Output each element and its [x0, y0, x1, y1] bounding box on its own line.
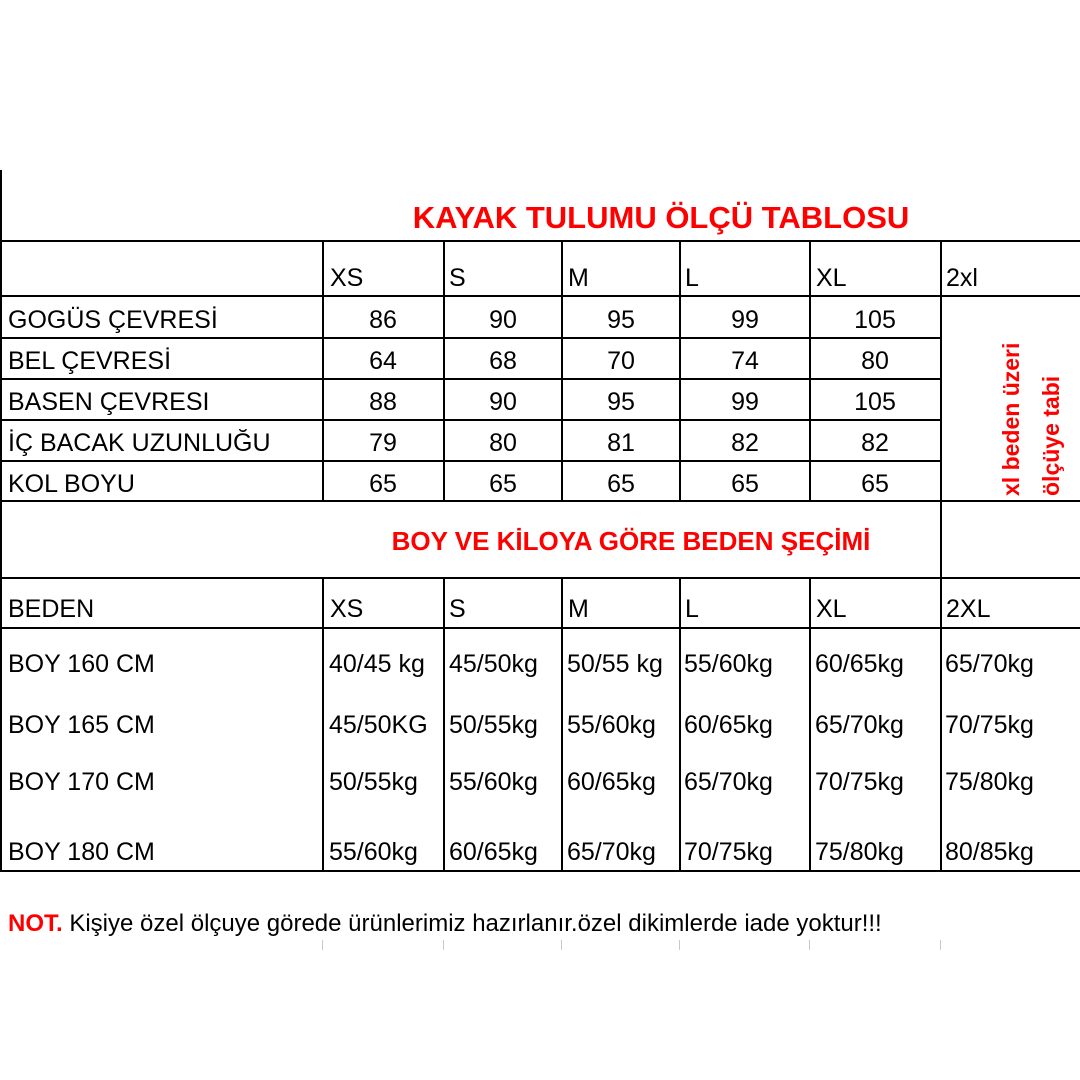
- size-row-value: 65/70kg: [815, 711, 904, 739]
- size-row-label: BOY 165 CM: [8, 711, 155, 739]
- note-2xl-line2: ölçüye tabi: [1038, 375, 1064, 496]
- size-row-value: 45/50KG: [329, 711, 428, 739]
- grid-line: [322, 577, 324, 870]
- section-subtitle: BOY VE KİLOYA GÖRE BEDEN ŞEÇİMİ: [391, 526, 871, 556]
- grid-line: [561, 577, 563, 870]
- grid-line: [679, 577, 681, 870]
- size-row-value: 65/70kg: [567, 838, 656, 866]
- measure-value: 64: [369, 347, 397, 375]
- grid-line: [0, 240, 1080, 242]
- measure-label: KOL BOYU: [8, 470, 135, 498]
- measure-value: 86: [369, 306, 397, 334]
- header-s: S: [449, 264, 466, 292]
- size-header-l: L: [685, 595, 699, 623]
- grid-line: [443, 240, 445, 502]
- grid-line: [0, 460, 941, 462]
- size-row-value: 80/85kg: [945, 838, 1034, 866]
- size-row-value: 50/55kg: [329, 768, 418, 796]
- measure-value: 65: [607, 470, 635, 498]
- footer-note-label: NOT.: [8, 910, 63, 937]
- footer-note: [8, 910, 882, 938]
- grid-line: [679, 240, 681, 502]
- measure-value: 70: [607, 347, 635, 375]
- measure-value: 65: [731, 470, 759, 498]
- measure-value: 90: [489, 306, 517, 334]
- grid-line: [561, 940, 562, 950]
- size-row-value: 50/55kg: [449, 711, 538, 739]
- size-row-value: 60/65kg: [684, 711, 773, 739]
- size-header-xs: XS: [330, 595, 364, 623]
- measure-value: 82: [731, 429, 759, 457]
- size-row-value: 70/75kg: [684, 838, 773, 866]
- footer-note-text: Kişiye özel ölçuye görede ürünlerimiz hazırlanır.özel dikimlerde iade yoktur!!!: [62, 910, 882, 937]
- measure-value: 90: [489, 388, 517, 416]
- grid-line: [322, 240, 324, 502]
- size-row-value: 65/70kg: [684, 768, 773, 796]
- measure-value: 105: [854, 306, 896, 334]
- grid-line: [679, 940, 680, 950]
- measure-label: BEL ÇEVRESİ: [8, 347, 172, 375]
- measure-label: İÇ BACAK UZUNLUĞU: [8, 429, 271, 457]
- grid-line: [940, 940, 941, 950]
- header-l: L: [685, 264, 699, 292]
- size-row-label: BOY 170 CM: [8, 768, 155, 796]
- measure-value: 82: [861, 429, 889, 457]
- grid-line: [0, 419, 941, 421]
- grid-line: [940, 240, 942, 577]
- measure-value: 99: [731, 306, 759, 334]
- measure-value: 68: [489, 347, 517, 375]
- size-header-s: S: [449, 595, 466, 623]
- size-row-value: 55/60kg: [449, 768, 538, 796]
- grid-line: [0, 337, 941, 339]
- size-row-value: 55/60kg: [684, 650, 773, 678]
- grid-line: [0, 295, 1080, 297]
- size-row-label: BOY 180 CM: [8, 838, 155, 866]
- header-xl: XL: [816, 264, 847, 292]
- grid-line: [0, 500, 1080, 502]
- header-2xl: 2xl: [946, 264, 978, 292]
- grid-line: [0, 378, 941, 380]
- measure-label: GOGÜS ÇEVRESİ: [8, 306, 218, 334]
- grid-line: [0, 577, 1080, 579]
- measure-value: 65: [489, 470, 517, 498]
- grid-line: [809, 577, 811, 870]
- size-row-value: 50/55 kg: [567, 650, 663, 678]
- measure-value: 65: [369, 470, 397, 498]
- size-row-value: 65/70kg: [945, 650, 1034, 678]
- measure-value: 65: [861, 470, 889, 498]
- size-header-2xl: 2XL: [946, 595, 991, 623]
- size-row-value: 70/75kg: [815, 768, 904, 796]
- header-xs: XS: [330, 264, 364, 292]
- size-row-value: 60/65kg: [567, 768, 656, 796]
- measure-value: 80: [489, 429, 517, 457]
- measure-value: 99: [731, 388, 759, 416]
- measure-value: 74: [731, 347, 759, 375]
- measure-value: 80: [861, 347, 889, 375]
- size-row-value: 60/65kg: [815, 650, 904, 678]
- measure-value: 81: [607, 429, 635, 457]
- grid-line: [443, 577, 445, 870]
- grid-line: [0, 170, 2, 870]
- measure-value: 95: [607, 388, 635, 416]
- measure-value: 105: [854, 388, 896, 416]
- size-row-value: 45/50kg: [449, 650, 538, 678]
- grid-line: [322, 940, 323, 950]
- measure-label: BASEN ÇEVRESI: [8, 388, 210, 416]
- size-row-value: 40/45 kg: [329, 650, 425, 678]
- size-row-value: 55/60kg: [329, 838, 418, 866]
- size-header-m: M: [568, 595, 589, 623]
- size-row-value: 60/65kg: [449, 838, 538, 866]
- grid-line: [443, 940, 444, 950]
- size-row-value: 75/80kg: [945, 768, 1034, 796]
- size-row-value: 70/75kg: [945, 711, 1034, 739]
- grid-line: [0, 870, 1080, 872]
- size-row-value: 55/60kg: [567, 711, 656, 739]
- chart-title: KAYAK TULUMU ÖLÇÜ TABLOSU: [412, 200, 910, 235]
- measure-value: 95: [607, 306, 635, 334]
- measure-value: 79: [369, 429, 397, 457]
- measure-value: 88: [369, 388, 397, 416]
- note-2xl-line1: xl beden üzeri: [998, 342, 1024, 496]
- size-row-label: BOY 160 CM: [8, 650, 155, 678]
- grid-line: [0, 627, 1080, 629]
- size-header-label: BEDEN: [8, 595, 95, 623]
- grid-line: [561, 240, 563, 502]
- header-m: M: [568, 264, 589, 292]
- size-header-xl: XL: [816, 595, 847, 623]
- grid-line: [940, 577, 942, 870]
- grid-line: [809, 240, 811, 502]
- grid-line: [809, 940, 810, 950]
- size-row-value: 75/80kg: [815, 838, 904, 866]
